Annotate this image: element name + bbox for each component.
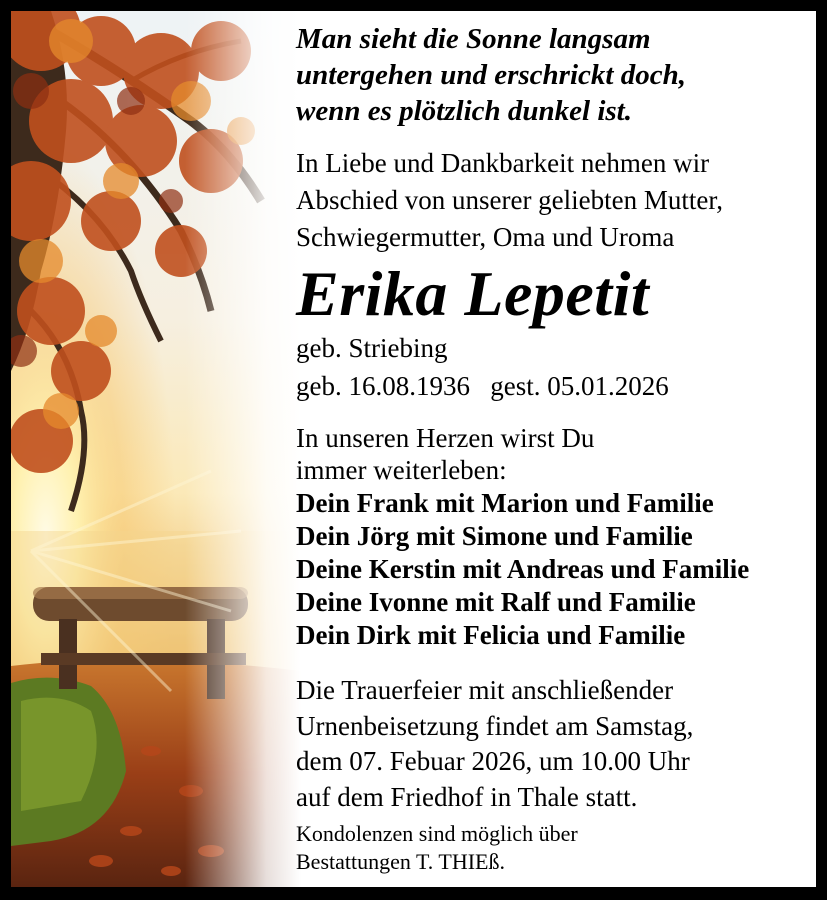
autumn-bench-photo xyxy=(11,11,301,887)
motto-verse xyxy=(296,21,686,129)
funeral-line: auf dem Friedhof in Thale statt. xyxy=(296,781,638,812)
intro-line: In Liebe und Dankbarkeit nehmen wir xyxy=(296,148,710,178)
intro-text xyxy=(296,145,723,256)
intro-line: Abschied von unserer geliebten Mutter, xyxy=(296,185,724,215)
funeral-line: Die Trauerfeier mit anschließender xyxy=(296,675,674,705)
funeral-line: dem 07. Febuar 2026, um 10.00 Uhr xyxy=(296,746,690,776)
family-list xyxy=(296,487,749,652)
hearts-line: immer weiterleben: xyxy=(296,455,507,485)
family-member: Deine Kerstin mit Andreas und Familie xyxy=(296,554,750,584)
birth-name: geb. Striebing xyxy=(296,333,448,363)
obituary-frame xyxy=(11,11,816,887)
family-member: Deine Ivonne mit Ralf und Familie xyxy=(296,587,696,617)
funeral-info xyxy=(296,673,693,815)
condolence-line: Kondolenzen sind möglich über xyxy=(296,821,578,846)
condolence-info xyxy=(296,820,578,876)
life-dates: geb. 16.08.1936 gest. 05.01.2026 xyxy=(296,371,669,401)
condolence-line: Bestattungen T. THIEß. xyxy=(296,849,505,874)
family-member: Dein Jörg mit Simone und Familie xyxy=(296,521,693,551)
motto-line: wenn es plötzlich dunkel ist. xyxy=(296,95,632,127)
motto-line: untergehen und erschrickt doch, xyxy=(296,59,686,91)
funeral-line: Urnenbeisetzung findet am Samstag, xyxy=(296,710,694,741)
hearts-text xyxy=(296,422,594,486)
motto-line: Man sieht die Sonne langsam xyxy=(296,23,651,55)
family-member: Dein Dirk mit Felicia und Familie xyxy=(296,620,686,650)
family-member: Dein Frank mit Marion und Familie xyxy=(296,488,714,518)
intro-line: Schwiegermutter, Oma und Uroma xyxy=(296,222,675,252)
deceased-name: Erika Lepetit xyxy=(296,258,650,329)
hearts-line: In unseren Herzen wirst Du xyxy=(296,423,595,453)
autumn-bench-illustration xyxy=(11,11,301,887)
